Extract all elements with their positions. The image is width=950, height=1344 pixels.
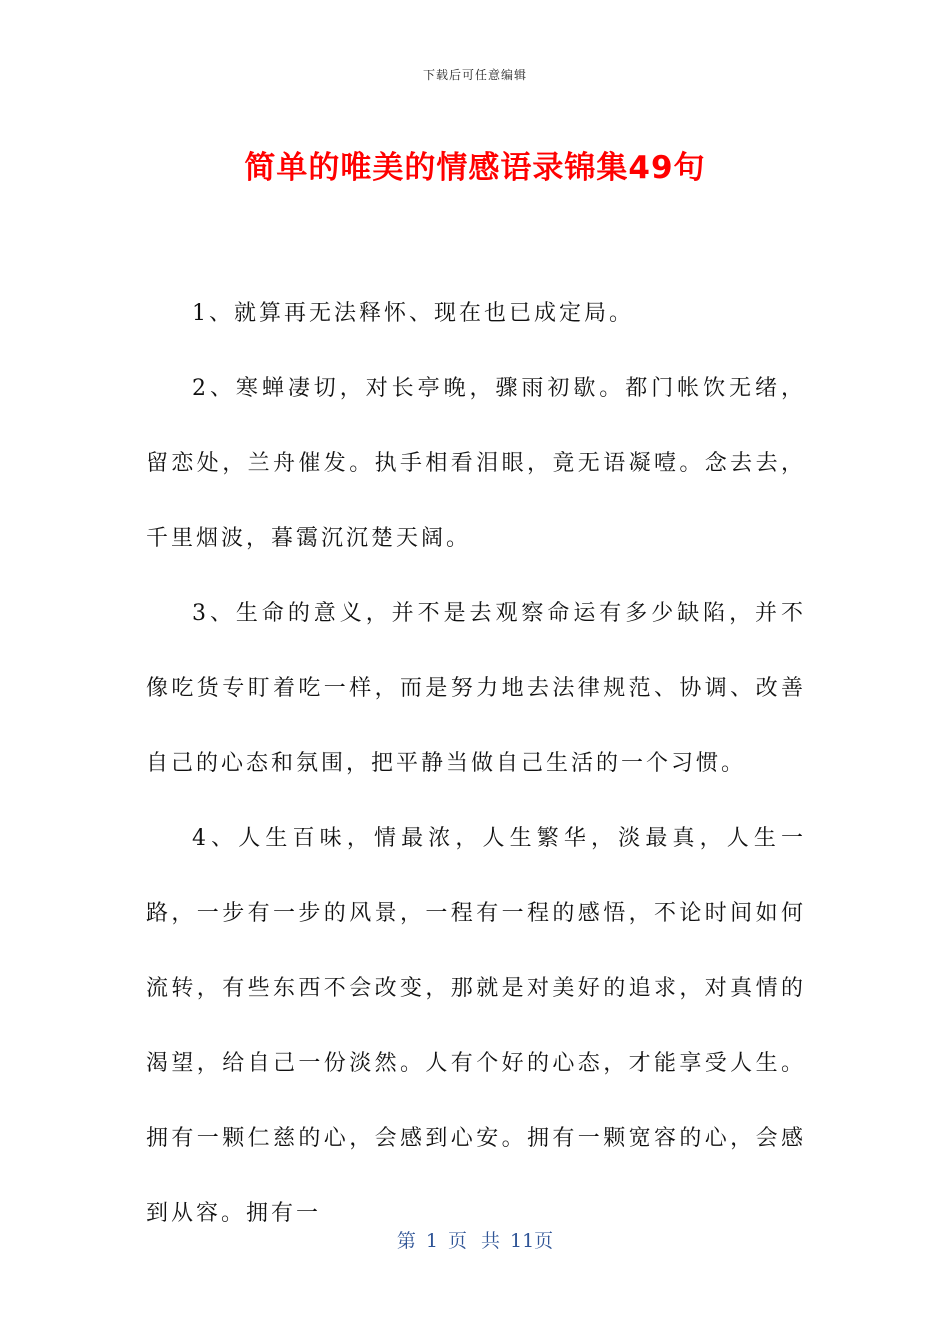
document-body — [146, 276, 806, 1251]
footer-current-page: 1 — [425, 1230, 438, 1252]
page-title: 简单的唯美的情感语录锦集49句 — [244, 150, 706, 186]
footer-total-pages: 11页 — [509, 1230, 554, 1252]
footer-middle: 页 共 — [447, 1230, 500, 1252]
footer-prefix: 第 — [396, 1230, 416, 1252]
paragraph-3: 3、生命的意义，并不是去观察命运有多少缺陷，并不像吃货专盯着吃一样，而是努力地去法律规范、协调、改善自己的心态和氛围，把平静当做自己生活的一个习惯。 — [146, 601, 806, 776]
paragraph-4: 4、人生百味，情最浓，人生繁华，淡最真，人生一路，一步有一步的风景，一程有一程的感悟，不论时间如何流转，有些东西不会改变，那就是对美好的追求，对真情的渴望，给自己一份淡然。人有个好的心态，才能享受人生。拥有一颗仁慈的心，会感到心安。拥有一颗宽容的心，会感到从容。拥有一 — [146, 826, 806, 1226]
paragraph-1: 1、就算再无法释怀、现在也已成定局。 — [192, 301, 634, 326]
paragraph-2: 2、寒蝉凄切，对长亭晚，骤雨初歇。都门帐饮无绪，留恋处，兰舟催发。执手相看泪眼，竟无语凝噎。念去去，千里烟波，暮霭沉沉楚天阔。 — [146, 376, 806, 551]
header-note: 下载后可任意编辑 — [422, 68, 527, 82]
page-footer — [0, 1226, 950, 1253]
